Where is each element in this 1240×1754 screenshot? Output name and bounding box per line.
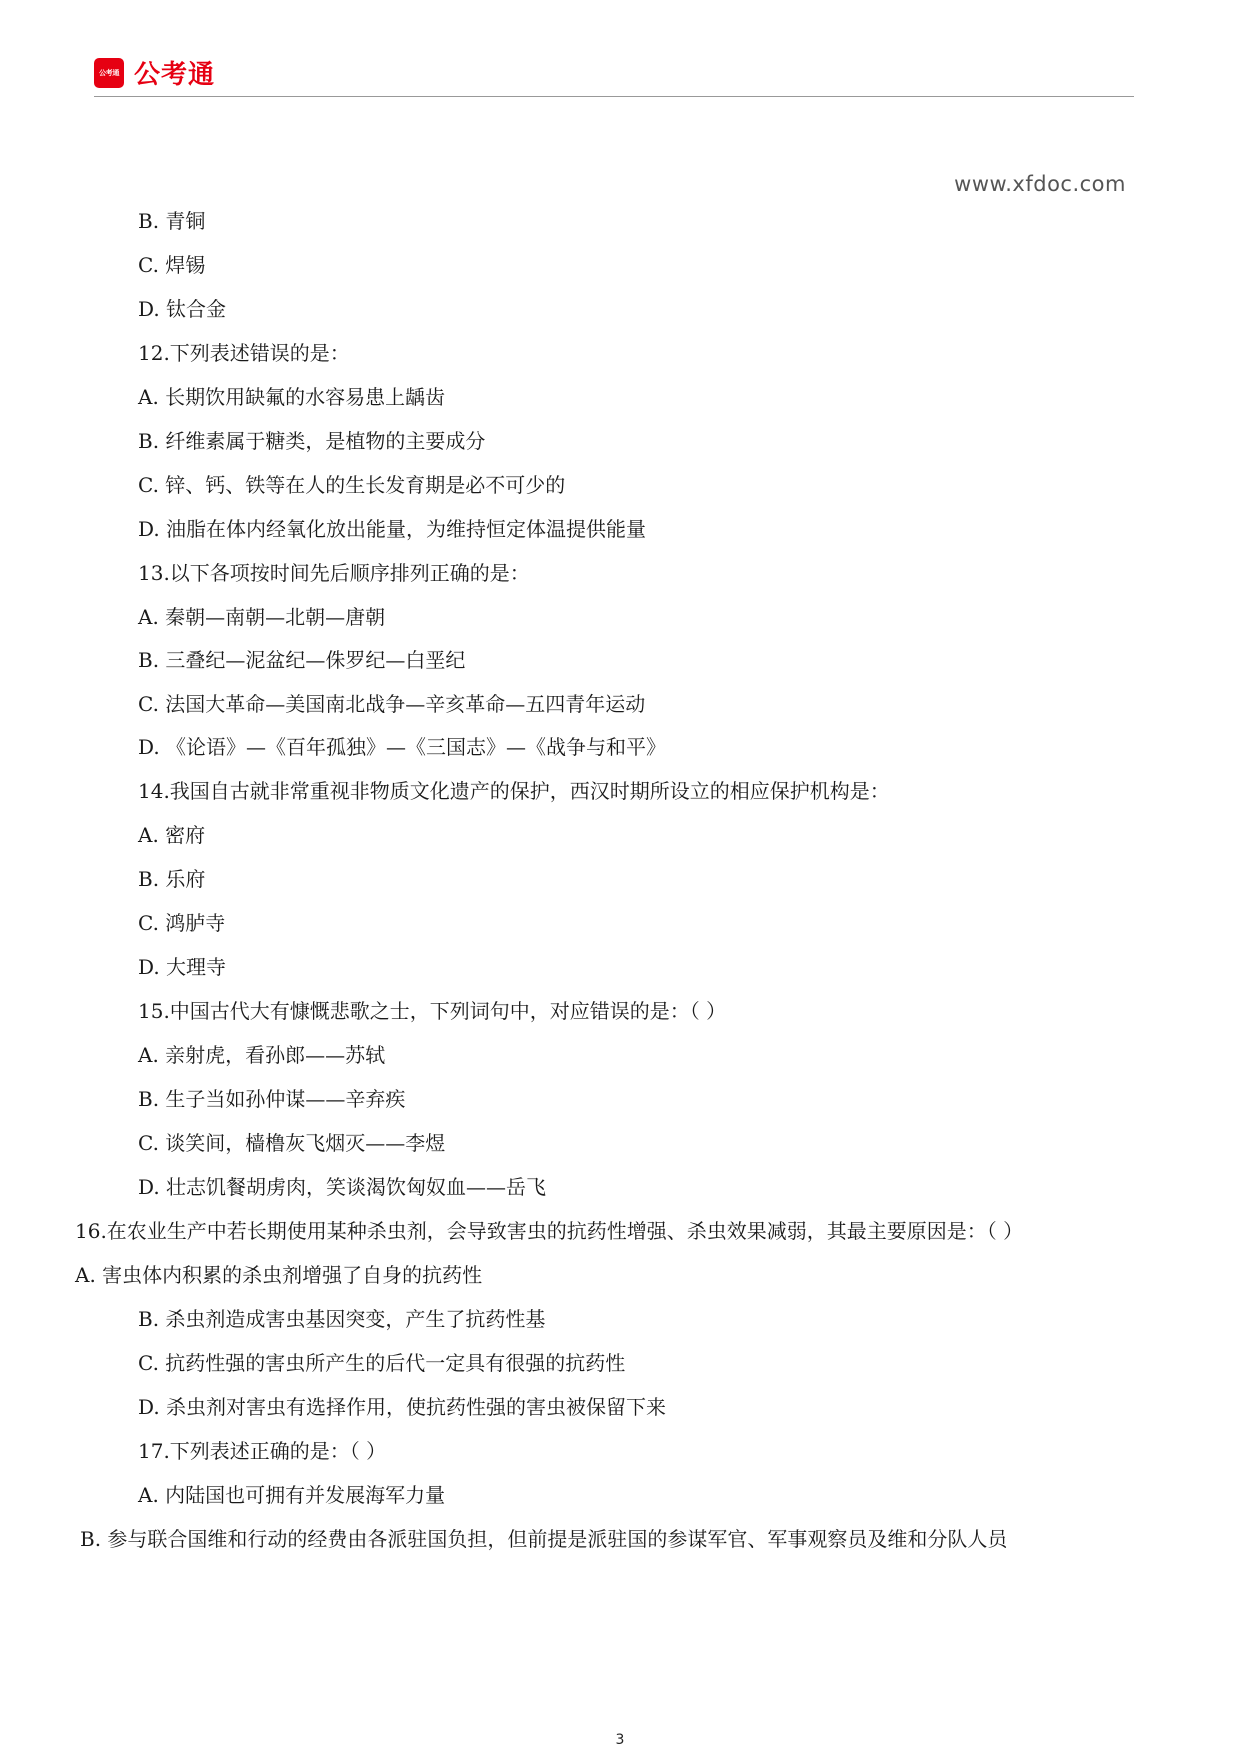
option-line: C. 谈笑间，樯橹灰飞烟灭——李煜 [138,1131,446,1155]
option-line: C. 法国大革命—美国南北战争—辛亥革命—五四青年运动 [138,692,646,716]
site-url: www.xfdoc.com [954,172,1126,196]
option-line: D. 油脂在体内经氧化放出能量，为维持恒定体温提供能量 [138,517,647,541]
header [94,56,1134,92]
page-number: 3 [615,1732,625,1748]
option-line: B. 三叠纪—泥盆纪—侏罗纪—白垩纪 [138,648,466,672]
option-line: C. 鸿胪寺 [138,911,226,935]
option-line: D. 《论语》—《百年孤独》—《三国志》—《战争与和平》 [138,735,667,759]
option-line: B. 参与联合国维和行动的经费由各派驻国负担，但前提是派驻国的参谋军官、军事观察员及维和分队人员 [80,1527,1008,1551]
question-line: 13.以下各项按时间先后顺序排列正确的是： [138,561,530,585]
option-line: B. 生子当如孙仲谋——辛弃疾 [138,1087,406,1111]
option-line: A. 亲射虎，看孙郎——苏轼 [138,1043,386,1067]
logo-icon: 公考通 [94,58,124,88]
option-line: A. 密府 [138,823,206,847]
option-line: C. 抗药性强的害虫所产生的后代一定具有很强的抗药性 [138,1351,626,1375]
question-line: 15.中国古代大有慷慨悲歌之士，下列词句中，对应错误的是：（ ） [138,999,727,1023]
option-line: C. 锌、钙、铁等在人的生长发育期是必不可少的 [138,473,566,497]
option-line: D. 壮志饥餐胡虏肉，笑谈渴饮匈奴血——岳飞 [138,1175,547,1199]
question-line: 17.下列表述正确的是：（ ） [138,1439,387,1463]
option-line: A. 内陆国也可拥有并发展海军力量 [138,1483,446,1507]
option-line: B. 杀虫剂造成害虫基因突变，产生了抗药性基 [138,1307,546,1331]
option-line: B. 纤维素属于糖类，是植物的主要成分 [138,429,486,453]
header-divider [94,96,1134,97]
question-line: 12.下列表述错误的是： [138,341,350,365]
option-line: D. 大理寺 [138,955,227,979]
option-line: B. 乐府 [138,867,206,891]
option-line: D. 钛合金 [138,297,227,321]
option-line: B. 青铜 [138,209,206,233]
option-line: A. 害虫体内积累的杀虫剂增强了自身的抗药性 [75,1263,483,1287]
option-line: D. 杀虫剂对害虫有选择作用，使抗药性强的害虫被保留下来 [138,1395,667,1419]
question-line: 16.在农业生产中若长期使用某种杀虫剂，会导致害虫的抗药性增强、杀虫效果减弱，其最主要原因是：（ ） [75,1219,1024,1243]
question-line: 14.我国自古就非常重视非物质文化遗产的保护，西汉时期所设立的相应保护机构是： [138,779,890,803]
logo-text: 公考通 [134,60,216,90]
option-line: A. 秦朝—南朝—北朝—唐朝 [138,605,386,629]
option-line: C. 焊锡 [138,253,206,277]
option-line: A. 长期饮用缺氟的水容易患上龋齿 [138,385,446,409]
